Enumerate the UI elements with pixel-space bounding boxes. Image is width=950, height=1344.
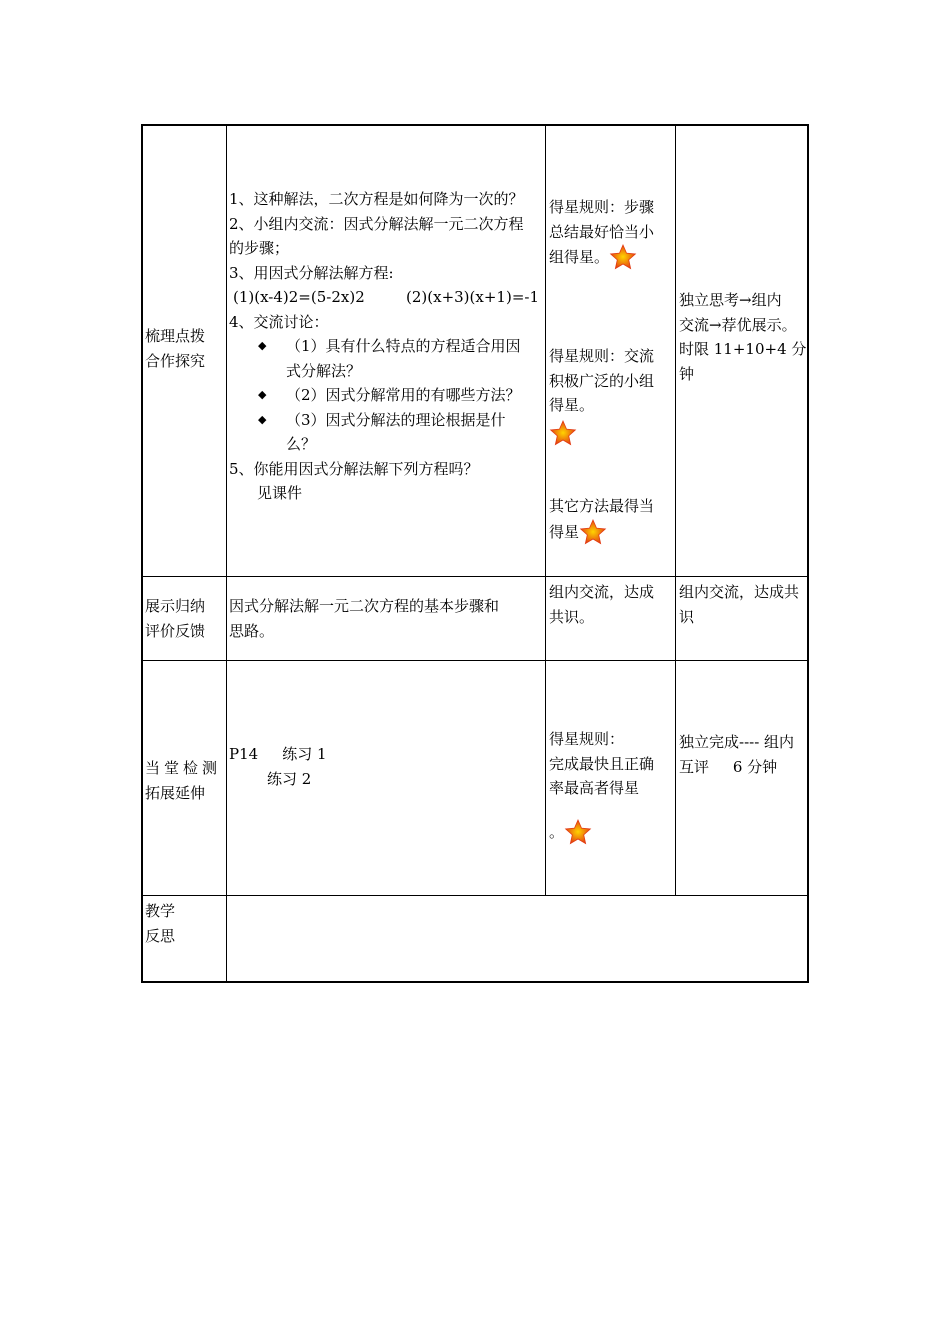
row1-content [229, 187, 543, 506]
label-line: 当堂检测 [145, 759, 222, 777]
equation-2: (2)(x+3)(x+1)=-1 [406, 288, 539, 306]
diamond-bullet-icon: ◆ [258, 412, 267, 426]
rule-line: 组得星。 [549, 244, 673, 272]
label-line: 梳理点拨 [145, 327, 206, 345]
question-5-note: 见课件 [257, 484, 303, 502]
rule-line: 率最高者得星 [549, 779, 640, 797]
label-line: 拓展延伸 [145, 783, 206, 802]
label-line: 教学 [145, 902, 176, 920]
content-line: 思路。 [229, 621, 275, 640]
content-line: 共识。 [549, 607, 595, 626]
row-divider [143, 895, 807, 896]
equation-1: (1)(x-4)2=(5-2x)2 [233, 288, 365, 306]
star-rule-3 [549, 494, 673, 547]
label-line: 评价反馈 [145, 621, 206, 640]
star-icon [564, 819, 592, 847]
row3-content [229, 742, 543, 791]
label-line: 展示归纳 [145, 597, 206, 615]
row3-label [145, 756, 225, 805]
exercise-line [229, 742, 543, 767]
col-divider [226, 126, 227, 983]
rule-line: 。 [549, 819, 673, 847]
rule-line: 得星规则： [549, 730, 625, 748]
rule-line: 完成最快且正确 [549, 754, 655, 773]
discussion-item [229, 408, 543, 457]
row-divider [143, 576, 807, 577]
question-5: 5、你能用因式分解法解下列方程吗？ [229, 459, 479, 478]
content-line: 独立完成---- 组内 [679, 733, 795, 751]
row4-label [145, 899, 225, 948]
reflection-area [229, 899, 807, 979]
content-line: 互评 6 分钟 [679, 757, 778, 776]
activity-line: 时限 11+10+4 分 [679, 340, 807, 358]
discussion-line: （1）具有什么特点的方程适合用因 [286, 337, 521, 355]
rule-line: 总结最好恰当小 [549, 222, 655, 241]
row2-content [229, 594, 543, 643]
discussion-item [229, 383, 543, 408]
star-icon [609, 244, 637, 272]
discussion-line: 么？ [286, 435, 317, 453]
row-divider [143, 660, 807, 661]
exercise-1: 练习 1 [282, 745, 327, 763]
label-line: 合作探究 [145, 351, 206, 370]
row2-col3 [549, 580, 673, 629]
rule-line: 得星规则：交流 [549, 347, 655, 365]
rule-line: 积极广泛的小组 [549, 371, 655, 390]
page-ref: P14 [229, 745, 259, 763]
star-rule-1 [549, 195, 673, 272]
col-divider [545, 126, 546, 895]
question-3: 3、用因式分解法解方程: [229, 263, 394, 282]
question-2: 2、小组内交流：因式分解法解一元二次方程 [229, 214, 524, 233]
rule-line: 其它方法最得当 [549, 497, 655, 515]
content-line: 因式分解法解一元二次方程的基本步骤和 [229, 597, 500, 615]
star-icon [549, 420, 577, 448]
row3-col3 [549, 727, 673, 847]
rule-line: 得星规则：步骤 [549, 198, 655, 216]
content-line: 识 [679, 607, 695, 626]
rule-line: 得星。 [549, 396, 595, 414]
discussion-line: （3）因式分解法的理论根据是什 [286, 410, 506, 429]
discussion-line: 式分解法？ [286, 361, 362, 380]
lesson-plan-table [141, 124, 809, 983]
content-line: 组内交流，达成共 [679, 583, 800, 601]
activity-line: 交流→荐优展示。 [679, 315, 797, 334]
rule-line: 得星 [549, 519, 673, 547]
content-line: 组内交流，达成 [549, 583, 655, 601]
row2-col4 [679, 580, 809, 629]
discussion-item [229, 334, 543, 383]
question-1: 1、这种解法，二次方程是如何降为一次的？ [229, 190, 524, 208]
exercise-2: 练习 2 [267, 769, 312, 788]
col-divider [675, 126, 676, 895]
diamond-bullet-icon: ◆ [258, 339, 267, 352]
row1-activity [679, 288, 809, 386]
row1-label [145, 324, 225, 373]
question-2-cont: 的步骤； [229, 239, 290, 257]
equation-row [229, 285, 543, 310]
diamond-bullet-icon: ◆ [258, 388, 267, 401]
star-rule-2 [549, 344, 673, 448]
star-icon [579, 519, 607, 547]
label-line: 反思 [145, 926, 176, 945]
row2-label [145, 594, 225, 643]
row3-col4 [679, 730, 809, 779]
question-4: 4、交流讨论： [229, 312, 329, 331]
activity-line: 独立思考→组内 [679, 291, 782, 309]
activity-line: 钟 [679, 364, 695, 383]
discussion-line: （2）因式分解常用的有哪些方法？ [286, 386, 521, 404]
